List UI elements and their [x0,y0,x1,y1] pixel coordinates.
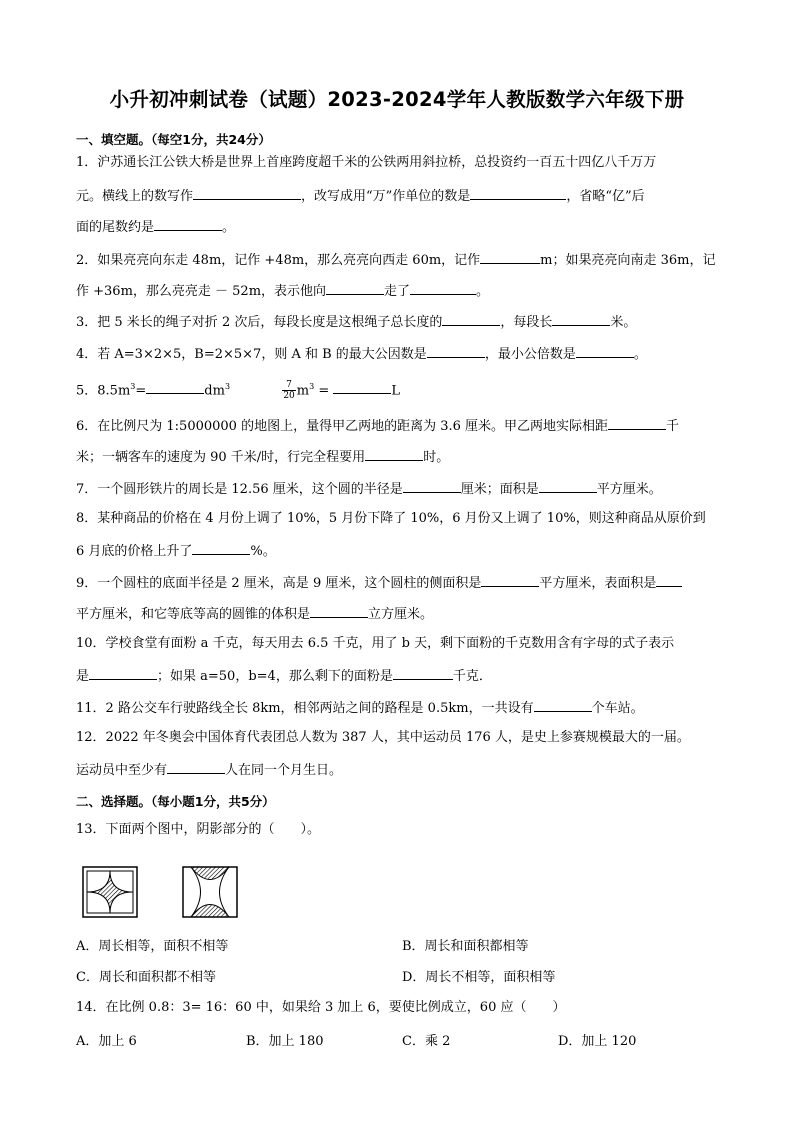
question-9-line-2: 平方厘米，和它等底等高的圆锥的体积是 立方厘米。 [76,604,433,624]
page-title: 小升初冲刺试卷（试题）2023-2024学年人教版数学六年级下册 [109,88,685,111]
question-2-line-1: 2．如果亮亮向东走 48m，记作 +48m，那么亮亮向西走 60m，记作 m；如果亮亮向南走 36m，记 [76,250,716,270]
question-2-line-2: 作 +36m，那么亮亮走 － 52m，表示他向 走了 。 [76,281,489,301]
answer-blank[interactable] [481,573,539,587]
q14-option-b[interactable]: B．加上 180 [246,1034,324,1049]
question-12-line-2: 运动员中至少有 人在同一个月生日。 [76,760,342,780]
answer-blank[interactable] [427,344,485,358]
answer-blank[interactable] [480,250,540,264]
question-5: 5．$8.5m^3= dm^3$ $\frac{7}{20}$ $m^3 = L$ [76,380,400,402]
question-9-line-1: 9．一个圆柱的底面半径是 2 厘米，高是 9 厘米，这个圆柱的侧面积是 平方厘米，表面积是 [76,573,682,593]
answer-blank[interactable] [193,186,301,200]
question-10-line-1: 10．学校食堂有面粉 a 千克，每天用去 6.5 千克，用了 b 天，剩下面粉的千克数用含有字母的式子表示 [76,636,675,651]
question-14-stem: 14．在比例 0.8：3= 16：60 中，如果给 3 加上 6，要使比例成立，60 应（ ） [76,1000,566,1015]
answer-blank[interactable] [656,573,682,587]
question-1-line-3: 面的尾数约是 。 [76,217,235,237]
question-4: 4．若 A=3×2×5，B=2×5×7，则 A 和 B 的最大公因数是 ，最小公倍数是 。 [76,344,647,364]
answer-blank[interactable] [410,281,476,295]
question-12-line-1: 12．2022 年冬奥会中国体育代表团总人数为 387 人，其中运动员 176 人，是史上参赛规模最大的一届。 [76,730,690,745]
answer-blank[interactable] [534,698,592,712]
figure-square-four-arcs [80,864,140,919]
question-10-line-2: 是 ；如果 a=50，b=4，那么剩下的面粉是 千克． [76,666,492,686]
question-1-line-1: 1．沪苏通长江公铁大桥是世界上首座跨度超千米的公铁两用斜拉桥，总投资约一百五十四亿八千万万 [76,155,657,170]
section-heading-fill-blank: 一、填空题。（每空1分，共24分） [76,132,271,147]
question-13-stem: 13．下面两个图中，阴影部分的（ ）。 [76,822,321,837]
fraction-7-20: $\frac{7}{20}$ [283,380,295,402]
answer-blank[interactable] [576,344,634,358]
answer-blank[interactable] [146,380,204,394]
answer-blank[interactable] [608,416,666,430]
question-3: 3．把 5 米长的绳子对折 2 次后，每段长度是这根绳子总长度的 ，每段长 米。 [76,312,636,332]
q13-option-a[interactable]: A．周长相等，面积不相等 [76,939,229,954]
question-6-line-2: 米；一辆客车的速度为 90 千米/时，行完全程要用 时。 [76,447,449,467]
question-8-line-2: 6 月底的价格上升了 %。 [76,541,276,561]
q13-option-d[interactable]: D．周长不相等，面积相等 [402,970,556,985]
q14-option-c[interactable]: C．乘 2 [402,1034,451,1049]
question-1-line-2: 元。横线上的数写作 ，改写成用“万”作单位的数是 ，省略“亿”后 [76,186,645,206]
answer-blank[interactable] [192,541,250,555]
question-6-line-1: 6．在比例尺为 1:5000000 的地图上，量得甲乙两地的距离为 3.6 厘米。甲乙两地实际相距 千 [76,416,679,436]
answer-blank[interactable] [470,186,566,200]
question-8-line-1: 8．某种商品的价格在 4 月份上调了 10%，5 月份下降了 10%，6 月份又上调了 10%，则这种商品从原价到 [76,511,706,526]
answer-blank[interactable] [442,312,500,326]
question-11: 11．2 路公交车行驶路线全长 8km，相邻两站之间的路程是 0.5km，一共设有 个车站。 [76,698,644,718]
answer-blank[interactable] [310,604,368,618]
answer-blank[interactable] [539,479,597,493]
answer-blank[interactable] [552,312,610,326]
answer-blank[interactable] [89,666,157,680]
section-heading-multiple-choice: 二、选择题。（每小题1分，共5分） [76,794,275,809]
answer-blank[interactable] [154,217,222,231]
answer-blank[interactable] [365,447,423,461]
q13-option-b[interactable]: B．周长和面积都相等 [402,939,529,954]
answer-blank[interactable] [333,380,391,394]
answer-blank[interactable] [393,666,453,680]
figure-square-two-arcs [180,864,240,919]
answer-blank[interactable] [403,479,461,493]
q14-option-a[interactable]: A．加上 6 [76,1034,137,1049]
answer-blank[interactable] [326,281,384,295]
q14-option-d[interactable]: D．加上 120 [558,1034,637,1049]
q13-option-c[interactable]: C．周长和面积都不相等 [76,970,216,985]
question-7: 7．一个圆形铁片的周长是 12.56 厘米，这个圆的半径是 厘米；面积是 平方厘米。 [76,479,662,499]
answer-blank[interactable] [167,760,225,774]
